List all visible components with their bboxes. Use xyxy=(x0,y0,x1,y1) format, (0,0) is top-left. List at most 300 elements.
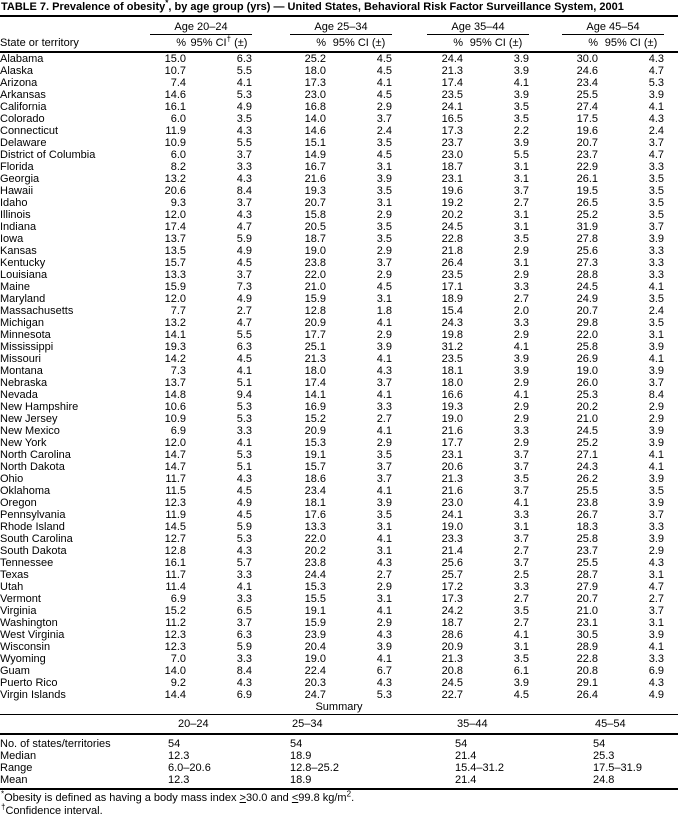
pct-cell: 23.0 xyxy=(441,497,463,509)
summary-value-cell: 12.8–25.2 xyxy=(290,761,339,774)
pct-cell: 8.2 xyxy=(170,161,186,173)
pct-cell: 14.6 xyxy=(304,125,326,137)
pct-cell: 20.2 xyxy=(441,209,463,221)
pad-cell xyxy=(664,221,678,233)
pad-cell xyxy=(664,677,678,689)
ci-cell: 3.9 xyxy=(376,341,392,353)
pct-cell: 16.5 xyxy=(441,113,463,125)
pct-cell: 27.9 xyxy=(576,581,598,593)
ci-cell: 3.1 xyxy=(376,593,392,605)
pct-cell: 21.6 xyxy=(441,485,463,497)
ci-cell: 5.7 xyxy=(236,557,252,569)
pct-cell: 21.3 xyxy=(441,653,463,665)
ci-cell: 2.9 xyxy=(648,401,664,413)
pct-cell: 10.6 xyxy=(164,401,186,413)
pct-cell: 16.9 xyxy=(304,401,326,413)
table-row xyxy=(0,617,678,629)
pct-cell: 17.4 xyxy=(304,377,326,389)
summary-label-spacer xyxy=(0,715,168,734)
state-cell: Utah xyxy=(0,581,24,593)
pct-cell: 24.1 xyxy=(441,101,463,113)
pct-cell: 19.0 xyxy=(441,413,463,425)
ci-cell: 3.1 xyxy=(376,545,392,557)
pct-cell: 6.0 xyxy=(170,113,186,125)
pct-cell: 11.4 xyxy=(165,581,186,593)
pct-cell: 29.8 xyxy=(576,317,598,329)
pct-cell: 13.2 xyxy=(164,173,186,185)
pad-cell xyxy=(664,233,678,245)
ci-cell: 3.7 xyxy=(376,461,392,473)
footnote-ci-text: Confidence interval. xyxy=(5,804,103,817)
pct-cell: 12.3 xyxy=(164,497,186,509)
age-group-header-45-54: Age 45–54 xyxy=(562,21,664,35)
ci-cell: 3.9 xyxy=(513,89,529,101)
pct-cell: 24.5 xyxy=(576,281,598,293)
pct-cell: 27.1 xyxy=(576,449,598,461)
pct-cell: 20.6 xyxy=(164,185,186,197)
pct-cell: 21.3 xyxy=(441,473,463,485)
ci-cell: 2.9 xyxy=(376,269,392,281)
pct-cell: 26.4 xyxy=(576,689,598,701)
table-row xyxy=(0,605,678,617)
table-row xyxy=(0,581,678,593)
ci-cell: 3.7 xyxy=(648,137,664,149)
table-row xyxy=(0,593,678,605)
ci-cell: 3.7 xyxy=(513,485,529,497)
pct-cell: 25.6 xyxy=(576,245,598,257)
ci-cell: 3.7 xyxy=(376,377,392,389)
pct-cell: 21.3 xyxy=(441,65,463,77)
pct-cell: 18.1 xyxy=(441,365,463,377)
pad-cell xyxy=(664,281,678,293)
pct-cell: 24.6 xyxy=(576,65,598,77)
pct-cell: 20.7 xyxy=(304,197,326,209)
state-cell: Arizona xyxy=(0,77,38,89)
summary-value-cell: 17.5–31.9 xyxy=(593,761,642,774)
pct-cell: 19.0 xyxy=(441,521,463,533)
pct-cell: 11.7 xyxy=(165,569,186,581)
pad-cell xyxy=(664,269,678,281)
ci-cell: 3.3 xyxy=(376,401,392,413)
table-row xyxy=(0,377,678,389)
age-group-header-25-34: Age 25–34 xyxy=(290,21,392,35)
state-cell: Virgin Islands xyxy=(0,689,66,701)
ci-cell: 4.3 xyxy=(236,473,252,485)
ci-cell: 4.3 xyxy=(236,209,252,221)
ci-cell: 2.9 xyxy=(513,245,529,257)
pad-cell xyxy=(664,377,678,389)
state-cell: Kansas xyxy=(0,245,37,257)
ci-cell: 3.9 xyxy=(648,365,664,377)
ci-cell: 5.3 xyxy=(236,89,252,101)
ci-cell: 4.1 xyxy=(648,449,664,461)
pct-cell: 23.7 xyxy=(576,545,598,557)
pct-header-1: % xyxy=(150,35,186,52)
table-row xyxy=(0,233,678,245)
summary-value-cell: 25.3 xyxy=(593,749,615,762)
ci-cell: 3.3 xyxy=(513,581,529,593)
pct-cell: 23.4 xyxy=(576,77,598,89)
ci-cell: 2.9 xyxy=(376,437,392,449)
ci-cell: 3.5 xyxy=(376,509,392,521)
ci-cell: 6.3 xyxy=(236,53,252,65)
state-cell: North Carolina xyxy=(0,449,71,461)
pct-cell: 9.2 xyxy=(170,677,186,689)
ci-cell: 8.4 xyxy=(236,185,252,197)
pct-cell: 14.9 xyxy=(304,149,326,161)
ci-cell: 3.3 xyxy=(648,257,664,269)
ci-cell: 3.1 xyxy=(376,197,392,209)
table-row xyxy=(0,137,678,149)
pad-cell xyxy=(664,437,678,449)
pct-cell: 26.1 xyxy=(576,173,598,185)
ci-cell: 3.9 xyxy=(513,137,529,149)
ci-cell: 5.5 xyxy=(236,65,252,77)
ci-cell: 3.1 xyxy=(513,161,529,173)
ci-cell: 4.7 xyxy=(236,317,252,329)
table-row xyxy=(0,473,678,485)
ci-cell: 3.7 xyxy=(236,617,252,629)
table-row xyxy=(0,449,678,461)
pct-cell: 25.8 xyxy=(576,341,598,353)
ci-cell: 3.1 xyxy=(376,293,392,305)
pct-cell: 7.7 xyxy=(170,305,186,317)
ci-cell: 3.7 xyxy=(513,185,529,197)
ci-cell: 2.9 xyxy=(513,413,529,425)
ci-cell: 3.3 xyxy=(236,161,252,173)
ci-cell: 3.7 xyxy=(376,257,392,269)
summary-value-cell: 12.3 xyxy=(168,749,190,762)
table-row xyxy=(0,149,678,161)
pad-cell xyxy=(664,149,678,161)
ci-cell: 3.9 xyxy=(513,53,529,65)
ci-header-1-text: 95% CI xyxy=(190,37,227,49)
footnote-obesity-marker: * xyxy=(1,788,5,798)
pct-cell: 15.3 xyxy=(304,437,326,449)
ci-cell: 4.9 xyxy=(236,245,252,257)
ci-cell: 5.9 xyxy=(236,521,252,533)
pct-cell: 21.0 xyxy=(304,281,326,293)
pct-cell: 15.9 xyxy=(304,617,326,629)
ci-cell: 4.3 xyxy=(236,173,252,185)
pct-cell: 26.2 xyxy=(576,473,598,485)
pad-cell xyxy=(664,197,678,209)
pad-cell xyxy=(664,401,678,413)
pct-cell: 26.5 xyxy=(576,197,598,209)
pad-cell xyxy=(664,425,678,437)
pct-cell: 27.3 xyxy=(576,257,598,269)
ci-cell: 4.5 xyxy=(376,149,392,161)
pct-cell: 12.7 xyxy=(164,533,186,545)
pct-cell: 23.4 xyxy=(304,485,326,497)
state-cell: Maryland xyxy=(0,293,46,305)
table-row xyxy=(0,689,678,701)
ci-cell: 3.7 xyxy=(648,509,664,521)
summary-value-cell: 21.4 xyxy=(455,773,477,786)
ci-cell: 3.5 xyxy=(513,653,529,665)
pct-cell: 16.6 xyxy=(441,389,463,401)
ci-cell: 4.1 xyxy=(376,353,392,365)
ci-cell: 3.9 xyxy=(376,497,392,509)
pct-cell: 24.7 xyxy=(304,689,326,701)
ci-cell: 5.3 xyxy=(236,533,252,545)
pad-cell xyxy=(664,209,678,221)
pct-cell: 25.2 xyxy=(576,209,598,221)
pct-cell: 24.2 xyxy=(441,605,463,617)
ci-cell: 4.3 xyxy=(236,545,252,557)
summary-header-25-34: 25–34 xyxy=(290,715,455,734)
summary-row-label: Range xyxy=(0,761,33,774)
pad-cell xyxy=(664,329,678,341)
pct-cell: 17.5 xyxy=(576,113,598,125)
pct-cell: 23.0 xyxy=(304,89,326,101)
ci-cell: 2.9 xyxy=(513,269,529,281)
ci-cell: 4.7 xyxy=(648,65,664,77)
pad-cell xyxy=(664,317,678,329)
summary-header-45-54: 45–54 xyxy=(593,715,678,734)
pad-cell xyxy=(664,257,678,269)
ci-cell: 4.3 xyxy=(648,113,664,125)
ci-cell: 3.7 xyxy=(513,557,529,569)
state-cell: Ohio xyxy=(0,473,24,485)
pct-cell: 21.6 xyxy=(441,425,463,437)
ci-cell: 3.1 xyxy=(648,617,664,629)
ci-cell: 3.5 xyxy=(648,317,664,329)
ci-cell: 4.1 xyxy=(513,389,529,401)
table-row xyxy=(0,461,678,473)
ci-cell: 2.5 xyxy=(513,569,529,581)
footnote-obesity-text3: 99.8 kg/m xyxy=(298,791,347,804)
pct-cell: 19.0 xyxy=(304,653,326,665)
ci-cell: 3.1 xyxy=(513,173,529,185)
summary-table xyxy=(0,714,678,790)
pct-cell: 25.8 xyxy=(576,533,598,545)
summary-row xyxy=(0,762,678,774)
pct-cell: 19.8 xyxy=(441,329,463,341)
ci-cell: 3.1 xyxy=(376,521,392,533)
ci-cell: 2.4 xyxy=(648,305,664,317)
pct-cell: 7.0 xyxy=(170,653,186,665)
state-cell: Florida xyxy=(0,161,34,173)
pct-cell: 28.6 xyxy=(441,629,463,641)
pct-cell: 6.9 xyxy=(170,425,186,437)
ci-cell: 4.3 xyxy=(648,677,664,689)
table-row xyxy=(0,509,678,521)
state-cell: District of Columbia xyxy=(0,149,96,161)
table-row xyxy=(0,317,678,329)
summary-title: Summary xyxy=(315,701,363,713)
ci-cell: 3.9 xyxy=(648,233,664,245)
pct-cell: 24.4 xyxy=(441,53,463,65)
table-row xyxy=(0,653,678,665)
pct-cell: 22.7 xyxy=(441,689,463,701)
pct-cell: 24.9 xyxy=(576,293,598,305)
pct-cell: 30.0 xyxy=(576,53,598,65)
ci-cell: 2.4 xyxy=(376,125,392,137)
ci-cell: 5.3 xyxy=(236,413,252,425)
pct-cell: 20.8 xyxy=(441,665,463,677)
pct-cell: 15.4 xyxy=(441,305,463,317)
summary-value-cell: 6.0–20.6 xyxy=(168,761,211,774)
pct-cell: 27.4 xyxy=(576,101,598,113)
ci-cell: 4.5 xyxy=(236,353,252,365)
table-title-text-cont: , by age group (yrs) — United States, Behavioral Risk Factor Surveillance System, 2001 xyxy=(168,1,624,13)
state-cell: Nebraska xyxy=(0,377,48,389)
ci-cell: 4.3 xyxy=(376,677,392,689)
ci-cell: 3.9 xyxy=(513,365,529,377)
table-row xyxy=(0,401,678,413)
pct-cell: 18.0 xyxy=(441,377,463,389)
state-cell: Iowa xyxy=(0,233,24,245)
pct-cell: 20.2 xyxy=(304,545,326,557)
pct-cell: 15.8 xyxy=(304,209,326,221)
pct-cell: 17.4 xyxy=(441,77,463,89)
pct-cell: 17.1 xyxy=(441,281,463,293)
table-row xyxy=(0,173,678,185)
ci-cell: 3.9 xyxy=(648,533,664,545)
table-row xyxy=(0,389,678,401)
pct-cell: 21.6 xyxy=(304,173,326,185)
ci-cell: 4.1 xyxy=(376,425,392,437)
ci-cell: 5.1 xyxy=(236,461,252,473)
pct-cell: 26.4 xyxy=(441,257,463,269)
ci-header-3 xyxy=(463,35,529,52)
ci-cell: 3.7 xyxy=(513,449,529,461)
pad-cell xyxy=(664,389,678,401)
pct-cell: 15.9 xyxy=(304,293,326,305)
ci-cell: 4.5 xyxy=(236,485,252,497)
ci-cell: 2.2 xyxy=(513,125,529,137)
ci-cell: 3.3 xyxy=(236,425,252,437)
pct-cell: 25.5 xyxy=(576,89,598,101)
pct-cell: 6.9 xyxy=(170,593,186,605)
pad-col-spacer xyxy=(664,17,678,35)
pct-cell: 26.0 xyxy=(576,377,598,389)
pct-cell: 17.3 xyxy=(441,125,463,137)
pct-cell: 20.9 xyxy=(304,425,326,437)
state-cell: New York xyxy=(0,437,47,449)
pct-cell: 12.0 xyxy=(164,293,186,305)
table-row xyxy=(0,125,678,137)
summary-header-35-44: 35–44 xyxy=(455,715,593,734)
pct-cell: 13.3 xyxy=(304,521,326,533)
pct-cell: 20.5 xyxy=(304,221,326,233)
pct-cell: 25.7 xyxy=(441,569,463,581)
pad-cell xyxy=(664,125,678,137)
table-row xyxy=(0,305,678,317)
ci-cell: 2.7 xyxy=(513,593,529,605)
pct-cell: 18.9 xyxy=(441,293,463,305)
footnotes xyxy=(0,790,678,818)
pct-cell: 23.0 xyxy=(441,149,463,161)
pct-cell: 12.8 xyxy=(304,305,326,317)
ci-cell: 3.9 xyxy=(648,497,664,509)
state-cell: Arkansas xyxy=(0,89,46,101)
pct-cell: 6.0 xyxy=(170,149,186,161)
table-row xyxy=(0,677,678,689)
pct-cell: 23.7 xyxy=(576,149,598,161)
pct-cell: 21.4 xyxy=(441,545,463,557)
pad-cell xyxy=(664,653,678,665)
summary-row xyxy=(0,774,678,789)
ci-cell: 4.3 xyxy=(376,365,392,377)
pct-cell: 14.0 xyxy=(164,665,186,677)
pct-cell: 15.9 xyxy=(164,281,186,293)
ci-cell: 2.0 xyxy=(513,305,529,317)
pct-cell: 24.4 xyxy=(304,569,326,581)
ci-cell: 4.1 xyxy=(376,485,392,497)
ci-cell: 3.5 xyxy=(648,485,664,497)
ci-cell: 2.7 xyxy=(236,305,252,317)
state-cell: Minnesota xyxy=(0,329,51,341)
pct-cell: 22.4 xyxy=(304,665,326,677)
footnote-obesity-text: Obesity is defined as having a body mass index xyxy=(4,791,240,804)
ci-cell: 6.9 xyxy=(648,665,664,677)
table-row xyxy=(0,197,678,209)
table-row xyxy=(0,629,678,641)
pct-cell: 19.3 xyxy=(304,185,326,197)
summary-value-cell: 54 xyxy=(168,737,181,750)
pct-cell: 16.8 xyxy=(304,101,326,113)
pad-cell xyxy=(664,101,678,113)
ci-cell: 2.7 xyxy=(513,293,529,305)
state-cell: Connecticut xyxy=(0,125,59,137)
ci-cell: 4.3 xyxy=(236,677,252,689)
table-row xyxy=(0,269,678,281)
footnote-ci-marker: † xyxy=(1,801,6,811)
ci-cell: 2.9 xyxy=(513,437,529,449)
ci-cell: 5.9 xyxy=(236,641,252,653)
table-title xyxy=(0,0,678,17)
pct-cell: 18.0 xyxy=(304,65,326,77)
ci-cell: 4.5 xyxy=(376,281,392,293)
pct-cell: 31.2 xyxy=(441,341,463,353)
ci-cell: 4.9 xyxy=(236,497,252,509)
pad-cell xyxy=(664,173,678,185)
table-row xyxy=(0,413,678,425)
pct-cell: 19.1 xyxy=(304,449,326,461)
table-row xyxy=(0,293,678,305)
pct-cell: 11.5 xyxy=(165,485,186,497)
summary-header-row xyxy=(0,715,678,734)
ci-cell: 2.9 xyxy=(376,209,392,221)
state-cell: Rhode Island xyxy=(0,521,65,533)
state-col-header: State or territory xyxy=(0,35,150,52)
pct-header-2: % xyxy=(252,35,326,52)
ci-cell: 8.4 xyxy=(648,389,664,401)
pad-cell xyxy=(664,641,678,653)
ci-cell: 4.7 xyxy=(648,149,664,161)
ci-cell: 4.3 xyxy=(376,557,392,569)
pct-cell: 25.2 xyxy=(576,437,598,449)
ci-cell: 3.3 xyxy=(513,509,529,521)
pct-cell: 14.5 xyxy=(164,521,186,533)
pct-cell: 24.1 xyxy=(441,509,463,521)
ci-cell: 3.3 xyxy=(648,521,664,533)
pct-cell: 13.3 xyxy=(164,269,186,281)
state-cell: Michigan xyxy=(0,317,45,329)
state-cell: South Carolina xyxy=(0,533,73,545)
ci-cell: 3.3 xyxy=(648,161,664,173)
pad-cell xyxy=(664,605,678,617)
state-cell: Tennessee xyxy=(0,557,54,569)
table-row xyxy=(0,101,678,113)
ci-header-2-suffix: (±) xyxy=(368,37,386,49)
pct-cell: 19.3 xyxy=(441,401,463,413)
pad-cell xyxy=(664,473,678,485)
pct-cell: 11.9 xyxy=(165,509,186,521)
pct-cell: 18.7 xyxy=(441,161,463,173)
